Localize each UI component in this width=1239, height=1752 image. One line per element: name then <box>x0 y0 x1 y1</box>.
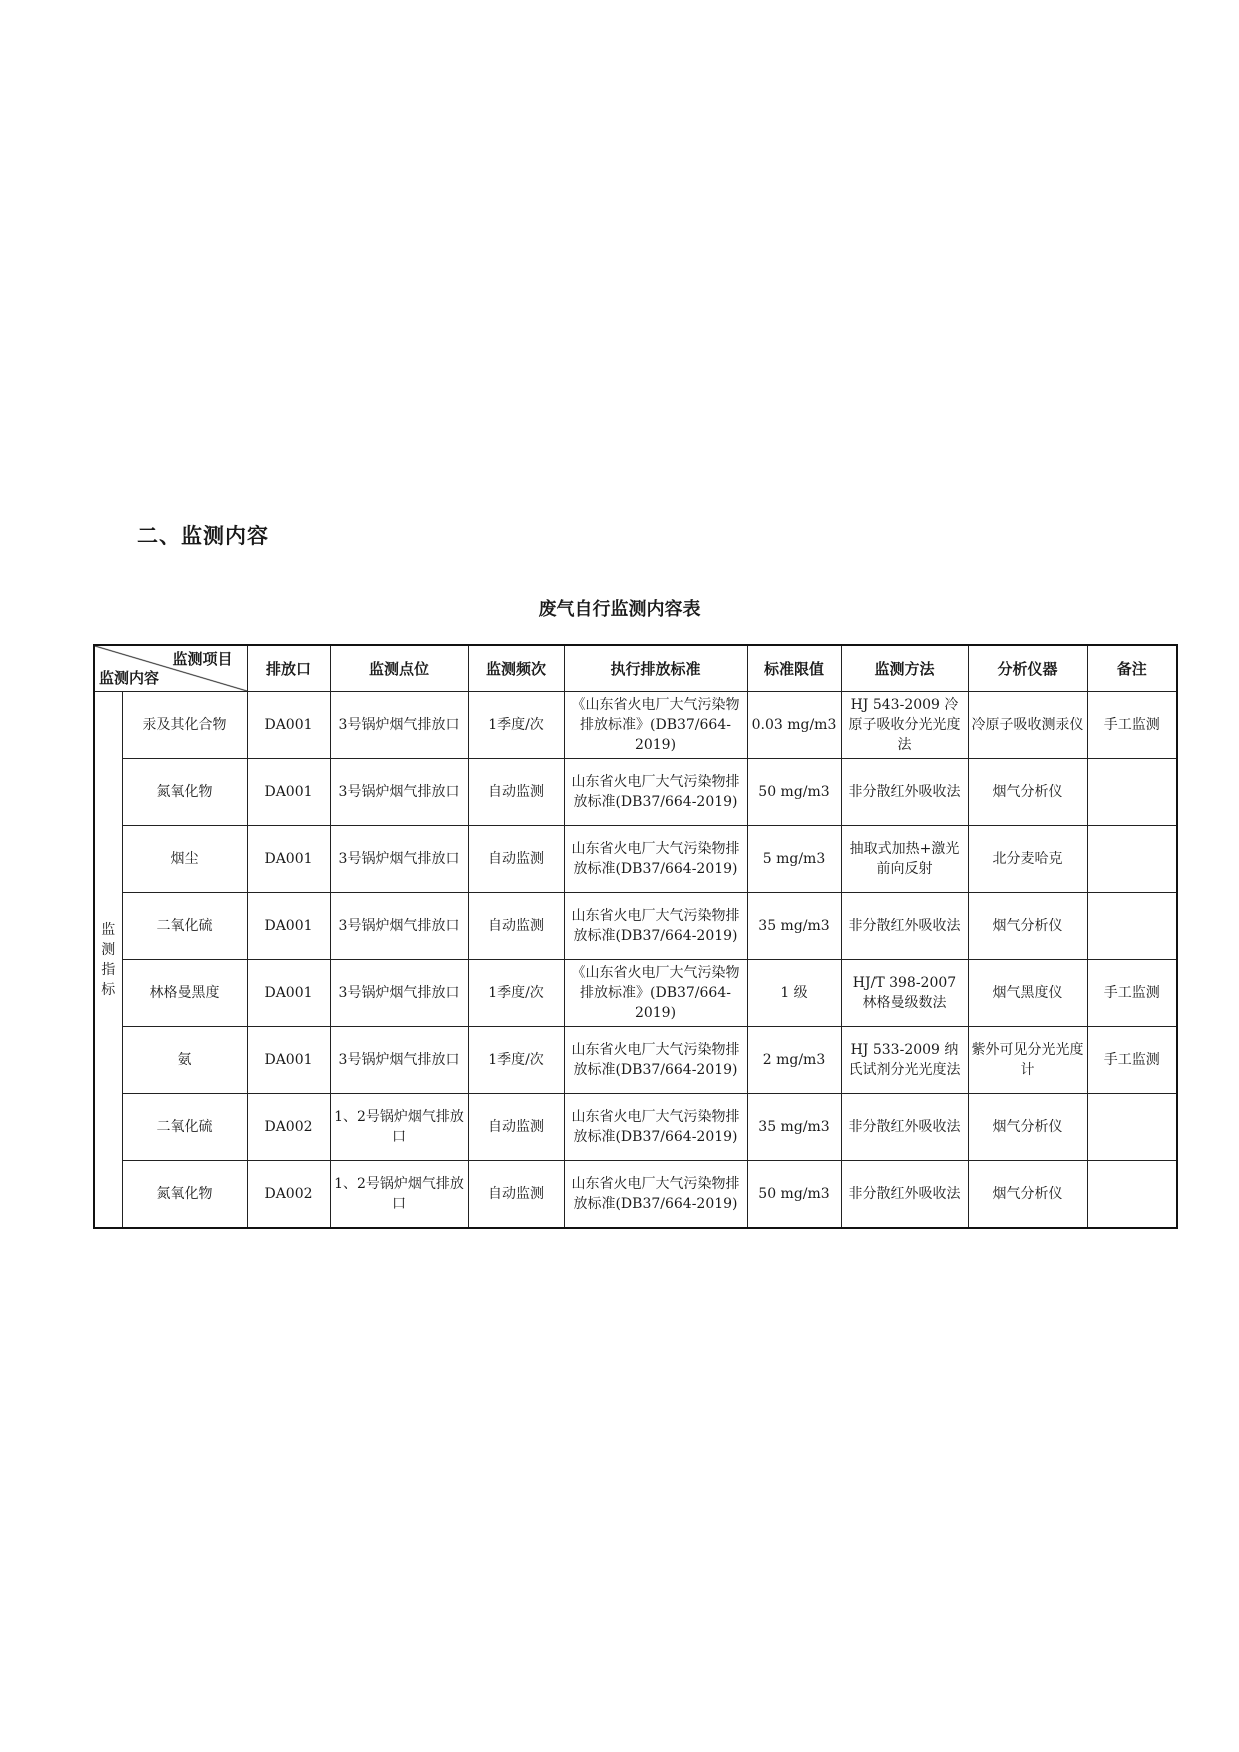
cell-standard: 山东省火电厂大气污染物排放标准(DB37/664-2019) <box>564 759 747 826</box>
cell-instrument: 烟气分析仪 <box>968 759 1087 826</box>
cell-outlet: DA002 <box>247 1094 330 1161</box>
table-row <box>94 826 1177 893</box>
header-diagonal-cell <box>94 645 247 692</box>
cell-item: 林格曼黑度 <box>122 960 247 1027</box>
cell-outlet: DA002 <box>247 1161 330 1229</box>
table-row <box>94 960 1177 1027</box>
cell-frequency: 自动监测 <box>468 1161 564 1229</box>
cell-outlet: DA001 <box>247 960 330 1027</box>
cell-point: 3号锅炉烟气排放口 <box>330 692 468 759</box>
section-heading: 二、监测内容 <box>137 524 269 548</box>
header-content-label: 监测内容 <box>99 669 160 687</box>
cell-point: 1、2号锅炉烟气排放口 <box>330 1161 468 1229</box>
cell-method: 非分散红外吸收法 <box>841 1094 968 1161</box>
cell-frequency: 1季度/次 <box>468 692 564 759</box>
cell-item: 二氧化硫 <box>122 1094 247 1161</box>
table-row <box>94 1094 1177 1161</box>
cell-instrument: 烟气分析仪 <box>968 1161 1087 1229</box>
cell-point: 3号锅炉烟气排放口 <box>330 960 468 1027</box>
cell-frequency: 自动监测 <box>468 893 564 960</box>
cell-item: 二氧化硫 <box>122 893 247 960</box>
cell-item: 氨 <box>122 1027 247 1094</box>
cell-standard: 山东省火电厂大气污染物排放标准(DB37/664-2019) <box>564 893 747 960</box>
cell-instrument: 冷原子吸收测汞仪 <box>968 692 1087 759</box>
cell-limit: 2 mg/m3 <box>747 1027 841 1094</box>
cell-item: 氮氧化物 <box>122 1161 247 1229</box>
cell-item: 汞及其化合物 <box>122 692 247 759</box>
cell-remark <box>1087 893 1177 960</box>
cell-method: HJ 543-2009 冷原子吸收分光光度法 <box>841 692 968 759</box>
cell-instrument: 烟气黑度仪 <box>968 960 1087 1027</box>
cell-outlet: DA001 <box>247 692 330 759</box>
cell-remark: 手工监测 <box>1087 692 1177 759</box>
cell-point: 3号锅炉烟气排放口 <box>330 1027 468 1094</box>
cell-remark: 手工监测 <box>1087 960 1177 1027</box>
cell-limit: 1 级 <box>747 960 841 1027</box>
cell-remark <box>1087 759 1177 826</box>
cell-instrument: 烟气分析仪 <box>968 893 1087 960</box>
cell-standard: 山东省火电厂大气污染物排放标准(DB37/664-2019) <box>564 826 747 893</box>
header-row <box>94 645 1177 692</box>
cell-limit: 35 mg/m3 <box>747 1094 841 1161</box>
table-title: 废气自行监测内容表 <box>538 599 701 620</box>
table-row <box>94 1027 1177 1094</box>
cell-point: 3号锅炉烟气排放口 <box>330 759 468 826</box>
cell-frequency: 1季度/次 <box>468 960 564 1027</box>
cell-point: 1、2号锅炉烟气排放口 <box>330 1094 468 1161</box>
cell-remark <box>1087 1161 1177 1229</box>
table-row <box>94 759 1177 826</box>
cell-standard: 《山东省火电厂大气污染物排放标准》(DB37/664-2019) <box>564 960 747 1027</box>
cell-point: 3号锅炉烟气排放口 <box>330 826 468 893</box>
header-remark: 备注 <box>1087 645 1177 692</box>
header-item-label: 监测项目 <box>172 650 233 668</box>
header-point: 监测点位 <box>330 645 468 692</box>
header-method: 监测方法 <box>841 645 968 692</box>
cell-item: 氮氧化物 <box>122 759 247 826</box>
table-row <box>94 692 1177 759</box>
cell-standard: 山东省火电厂大气污染物排放标准(DB37/664-2019) <box>564 1161 747 1229</box>
cell-frequency: 自动监测 <box>468 759 564 826</box>
side-label: 监测指标 <box>94 692 122 1229</box>
cell-limit: 5 mg/m3 <box>747 826 841 893</box>
cell-method: 非分散红外吸收法 <box>841 893 968 960</box>
monitoring-table <box>93 644 1178 1229</box>
cell-limit: 0.03 mg/m3 <box>747 692 841 759</box>
cell-frequency: 自动监测 <box>468 826 564 893</box>
cell-outlet: DA001 <box>247 826 330 893</box>
cell-instrument: 烟气分析仪 <box>968 1094 1087 1161</box>
cell-method: HJ 533-2009 纳氏试剂分光光度法 <box>841 1027 968 1094</box>
cell-method: 非分散红外吸收法 <box>841 759 968 826</box>
table-row <box>94 1161 1177 1229</box>
cell-frequency: 自动监测 <box>468 1094 564 1161</box>
header-instrument: 分析仪器 <box>968 645 1087 692</box>
cell-item: 烟尘 <box>122 826 247 893</box>
cell-instrument: 北分麦哈克 <box>968 826 1087 893</box>
header-limit: 标准限值 <box>747 645 841 692</box>
cell-outlet: DA001 <box>247 893 330 960</box>
cell-standard: 山东省火电厂大气污染物排放标准(DB37/664-2019) <box>564 1027 747 1094</box>
cell-method: HJ/T 398-2007 林格曼级数法 <box>841 960 968 1027</box>
cell-limit: 35 mg/m3 <box>747 893 841 960</box>
cell-method: 非分散红外吸收法 <box>841 1161 968 1229</box>
header-standard: 执行排放标准 <box>564 645 747 692</box>
header-outlet: 排放口 <box>247 645 330 692</box>
cell-remark <box>1087 826 1177 893</box>
header-frequency: 监测频次 <box>468 645 564 692</box>
cell-limit: 50 mg/m3 <box>747 759 841 826</box>
cell-standard: 山东省火电厂大气污染物排放标准(DB37/664-2019) <box>564 1094 747 1161</box>
cell-outlet: DA001 <box>247 1027 330 1094</box>
cell-outlet: DA001 <box>247 759 330 826</box>
cell-remark <box>1087 1094 1177 1161</box>
cell-remark: 手工监测 <box>1087 1027 1177 1094</box>
cell-limit: 50 mg/m3 <box>747 1161 841 1229</box>
cell-instrument: 紫外可见分光光度计 <box>968 1027 1087 1094</box>
cell-method: 抽取式加热+激光前向反射 <box>841 826 968 893</box>
cell-frequency: 1季度/次 <box>468 1027 564 1094</box>
cell-point: 3号锅炉烟气排放口 <box>330 893 468 960</box>
cell-standard: 《山东省火电厂大气污染物排放标准》(DB37/664-2019) <box>564 692 747 759</box>
table-row <box>94 893 1177 960</box>
